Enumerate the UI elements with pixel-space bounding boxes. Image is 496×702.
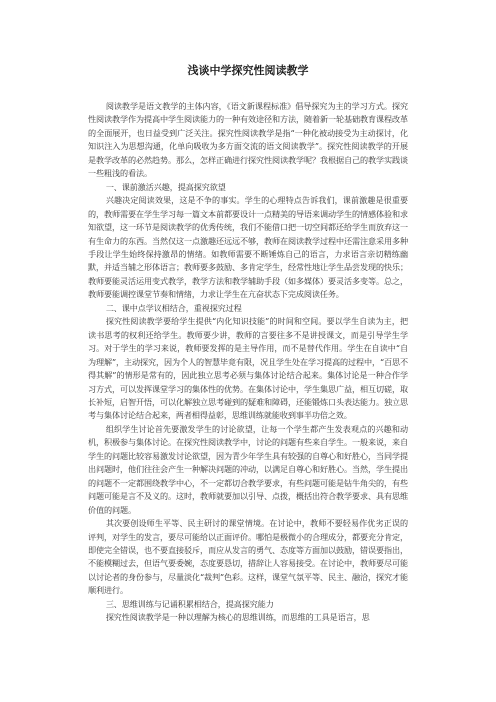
section-heading-1: 一、课前激活兴趣，提高探究欲望 [105, 181, 226, 192]
section-heading-3: 三、思维训练与记诵积累相结合，提高探究能力 [105, 598, 274, 609]
paragraph-intro: 阅读教学是语文教学的主体内容，《语文新课程标准》倡导探究为主的学习方式。探究性阅读教学作为提高中学生阅读能力的一种有效途径和方法，随着新一轮基础教育课程改革的全面展开，也日益受到广泛关注。探究性阅读教学是指“一种化被动接受为主动探讨，化知识注入为思想沟通，化单向吸收为多方面交流的语文阅读教学”。探究性阅读教学的开展是教学改革的必然趋势。那么，怎样正确进行探究性阅读教学呢？我根据自己的教学实践谈一些粗浅的看法。 [88, 101, 408, 179]
paragraph-atmosphere: 其次要创设师生平等、民主研讨的课堂情境。在讨论中，教师不要轻易作优劣正误的评判，对学生的发言，要尽可能给以正面评价。哪怕是极微小的合理成分，都要充分肯定，即使完全错误，也不要直接驳斥，而应从发言的勇气、态度等方面加以鼓励，错误要指出，不能模糊过去，但语气要委婉，态度要恳切，措辞让人容易接受。在讨论中，教师要尽可能以讨论者的身份参与，尽量淡化“裁判”色彩。这样，课堂气氛平等、民主、融洽，探究才能顺利进行。 [88, 518, 408, 596]
paragraph-process: 探究性阅读教学要给学生提供“内化知识技能”的时间和空间。要以学生自读为主，把读书思考的权利还给学生。教师要少讲，教师的言要往多不是讲授课文，而是引导学生学习。对于学生的学习来说，教师要发挥的是主导作用，而不是替代作用。学生在自读中“自为理解”，主动探究，因为个人的智慧毕竟有限，况且学生处在学习提高的过程中，“百思不得其解”的情形是常有的，因此独立思考必须与集体讨论结合起来。集体讨论是一种合作学习方式，可以发挥课堂学习的集体性的优势。在集体讨论中，学生集思广益，相互切磋，取长补短，启智开悟，可以化解独立思考碰到的疑难和障碍，还能锻炼口头表达能力。独立思考与集体讨论结合起来，两者相得益彰，思维训练就能收到事半功倍之效。 [88, 316, 408, 421]
paragraph-discussion: 组织学生讨论首先要激发学生的讨论欲望，让每一个学生都产生发表观点的兴趣和动机，积极参与集体讨论。在探究性阅读教学中，讨论的问题有些来自学生。一般来说，来自学生的问题比较容易激发讨论欲望，因为青少年学生具有较强的自尊心和好胜心，当同学提出问题时，他们往往会产生一种解决问题的冲动，以满足自尊心和好胜心。当然，学生提出的问题不一定都围绕教学中心，不一定都切合教学要求，有些问题可能是钻牛角尖的，有些问题可能是言不及义的。这时，教师就要加以引导、点拨，概括出符合教学要求、具有思维价值的问题。 [88, 423, 408, 515]
document-title: 浅谈中学探究性阅读教学 [187, 64, 309, 77]
section-heading-2: 二、课中点学议相结合，重视探究过程 [105, 302, 242, 313]
paragraph-thinking: 探究性阅读教学是一种以理解为核心的思维训练，而思维的工具是语言，思 [105, 612, 370, 623]
paragraph-interest: 兴趣决定阅读效果，这是不争的事实。学生的心理特点告诉我们，课前激趣是很重要的，教师需要在学生学习每一篇文本前都要设计一点精美的导语来调动学生的情感体验和求知欲望，这一环节是阅读教学的优秀传统，我们不能借口把一切空间都还给学生而放弃这一有生命力的东西。当然仅这一点激趣还远远不够，教师在阅读教学过程中还需注意采用多种手段让学生始终保持激昂的情绪。如教师需要不断锤炼自己的语言，力求语言亲切精练幽默，并适当辅之形体语言；教师要多鼓励、多肯定学生，经常性地让学生品尝发现的快乐；教师要能灵活运用变式教学，教学方法和教学辅助手段（如多媒体）要灵活多变等。总之，教师要能调控课堂节奏和情绪，力求让学生在亢奋状态下完成阅读任务。 [88, 195, 408, 300]
document-body [88, 100, 408, 625]
